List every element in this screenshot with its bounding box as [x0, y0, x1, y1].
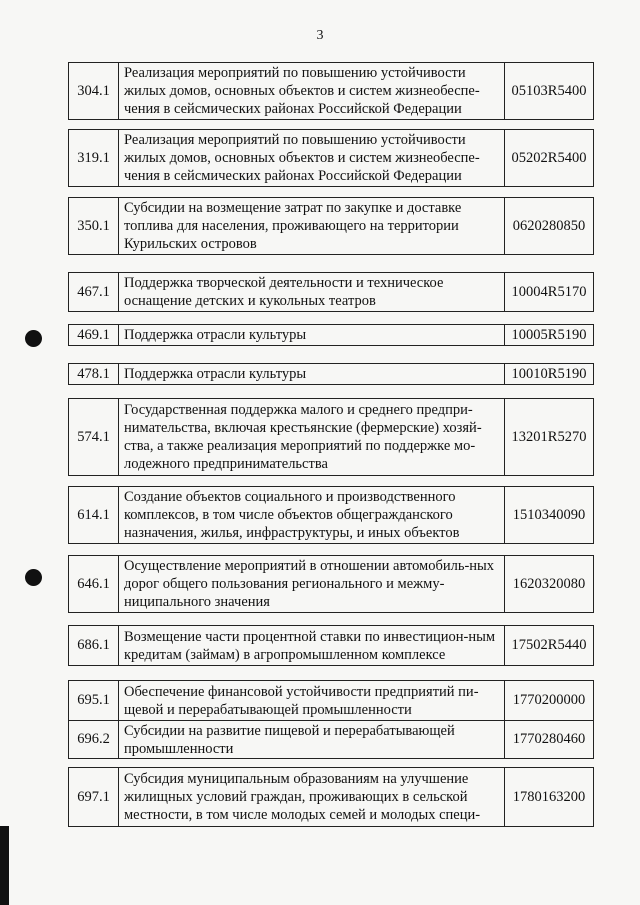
- table-block: [68, 272, 594, 312]
- punch-hole-mark: [25, 330, 42, 347]
- row-code: 646.1: [69, 556, 119, 612]
- row-description: Субсидия муниципальным образованиям на улучшение жилищных условий граждан, проживающих в сельской местности, в том числе молодых семей и молодых специ-: [119, 768, 505, 826]
- row-target-code: 13201R5270: [511, 428, 587, 445]
- row-code: 574.1: [69, 399, 119, 475]
- table-row: [69, 768, 593, 826]
- table-block: [68, 363, 594, 385]
- row-description: Обеспечение финансовой устойчивости предприятий пи-щевой и перерабатывающей промышленности: [119, 681, 505, 720]
- row-code: 467.1: [69, 273, 119, 311]
- table-row: [69, 487, 593, 543]
- row-description: Субсидии на развитие пищевой и перерабатывающей промышленности: [119, 721, 505, 758]
- table-row: [69, 364, 593, 384]
- row-description: Поддержка отрасли культуры: [119, 325, 505, 345]
- row-description: Создание объектов социального и производственного комплексов, в том числе объектов общегражданского назначения, жилья, инфраструктуры, и иных объектов: [119, 487, 505, 543]
- row-code: 304.1: [69, 63, 119, 119]
- row-code: 350.1: [69, 198, 119, 254]
- row-description: Реализация мероприятий по повышению устойчивости жилых домов, основных объектов и систем жизнеобеспе-чения в сейсмических районах Российской Федерации: [119, 63, 505, 119]
- table-row: [69, 325, 593, 345]
- row-target-code: 05202R5400: [511, 149, 587, 166]
- row-target-code: 10005R5190: [511, 326, 587, 343]
- table-block: [68, 486, 594, 544]
- punch-hole-mark: [25, 569, 42, 586]
- row-description: Поддержка творческой деятельности и техническое оснащение детских и кукольных театров: [119, 273, 505, 311]
- table-block: [68, 398, 594, 476]
- row-code: 695.1: [69, 681, 119, 720]
- table-row: [69, 198, 593, 254]
- table-block: [68, 324, 594, 346]
- table-row: [69, 681, 593, 721]
- row-target-code: 1770200000: [512, 692, 586, 708]
- row-target-code: 10010R5190: [511, 365, 587, 382]
- row-description: Возмещение части процентной ставки по инвестицион-ным кредитам (займам) в агропромышленном комплексе: [119, 626, 505, 665]
- row-code: 697.1: [69, 768, 119, 826]
- row-target-code: 1780163200: [512, 788, 586, 805]
- table-row: [69, 273, 593, 311]
- row-target-code: 0620280850: [512, 217, 586, 234]
- row-code: 614.1: [69, 487, 119, 543]
- row-description: Осуществление мероприятий в отношении автомобиль-ных дорог общего пользования регионального и межму-ниципального значения: [119, 556, 505, 612]
- row-code: 696.2: [69, 721, 119, 758]
- table-block: [68, 625, 594, 666]
- row-target-code: 1620320080: [512, 575, 586, 592]
- row-target-code: 17502R5440: [511, 637, 587, 653]
- page-number: 3: [316, 28, 324, 43]
- row-code: 686.1: [69, 626, 119, 665]
- table-row: [69, 130, 593, 186]
- row-code: 319.1: [69, 130, 119, 186]
- row-description: Субсидии на возмещение затрат по закупке и доставке топлива для населения, проживающего на территории Курильских островов: [119, 198, 505, 254]
- table-row: [69, 721, 593, 758]
- row-target-code: 1510340090: [512, 506, 586, 523]
- row-code: 478.1: [69, 364, 119, 384]
- row-description: Поддержка отрасли культуры: [119, 364, 505, 384]
- table-block: [68, 197, 594, 255]
- row-target-code: 10004R5170: [511, 283, 587, 300]
- table-block: [68, 129, 594, 187]
- row-code: 469.1: [69, 325, 119, 345]
- table-row: [69, 399, 593, 475]
- table-block: [68, 555, 594, 613]
- row-target-code: 05103R5400: [511, 82, 587, 99]
- row-description: Государственная поддержка малого и среднего предпри-нимательства, включая крестьянские (фермерские) хозяй-ства, а также реализация мероприятий по поддержке мо-лодежного предпринимательства: [119, 399, 505, 475]
- row-description: Реализация мероприятий по повышению устойчивости жилых домов, основных объектов и систем жизнеобеспе-чения в сейсмических районах Российской Федерации: [119, 130, 505, 186]
- row-target-code: 1770280460: [512, 731, 586, 747]
- binding-edge-mark: [0, 826, 9, 905]
- table-row: [69, 626, 593, 665]
- table-row: [69, 63, 593, 119]
- table-block: [68, 680, 594, 759]
- table-block: [68, 767, 594, 827]
- table-block: [68, 62, 594, 120]
- table-row: [69, 556, 593, 612]
